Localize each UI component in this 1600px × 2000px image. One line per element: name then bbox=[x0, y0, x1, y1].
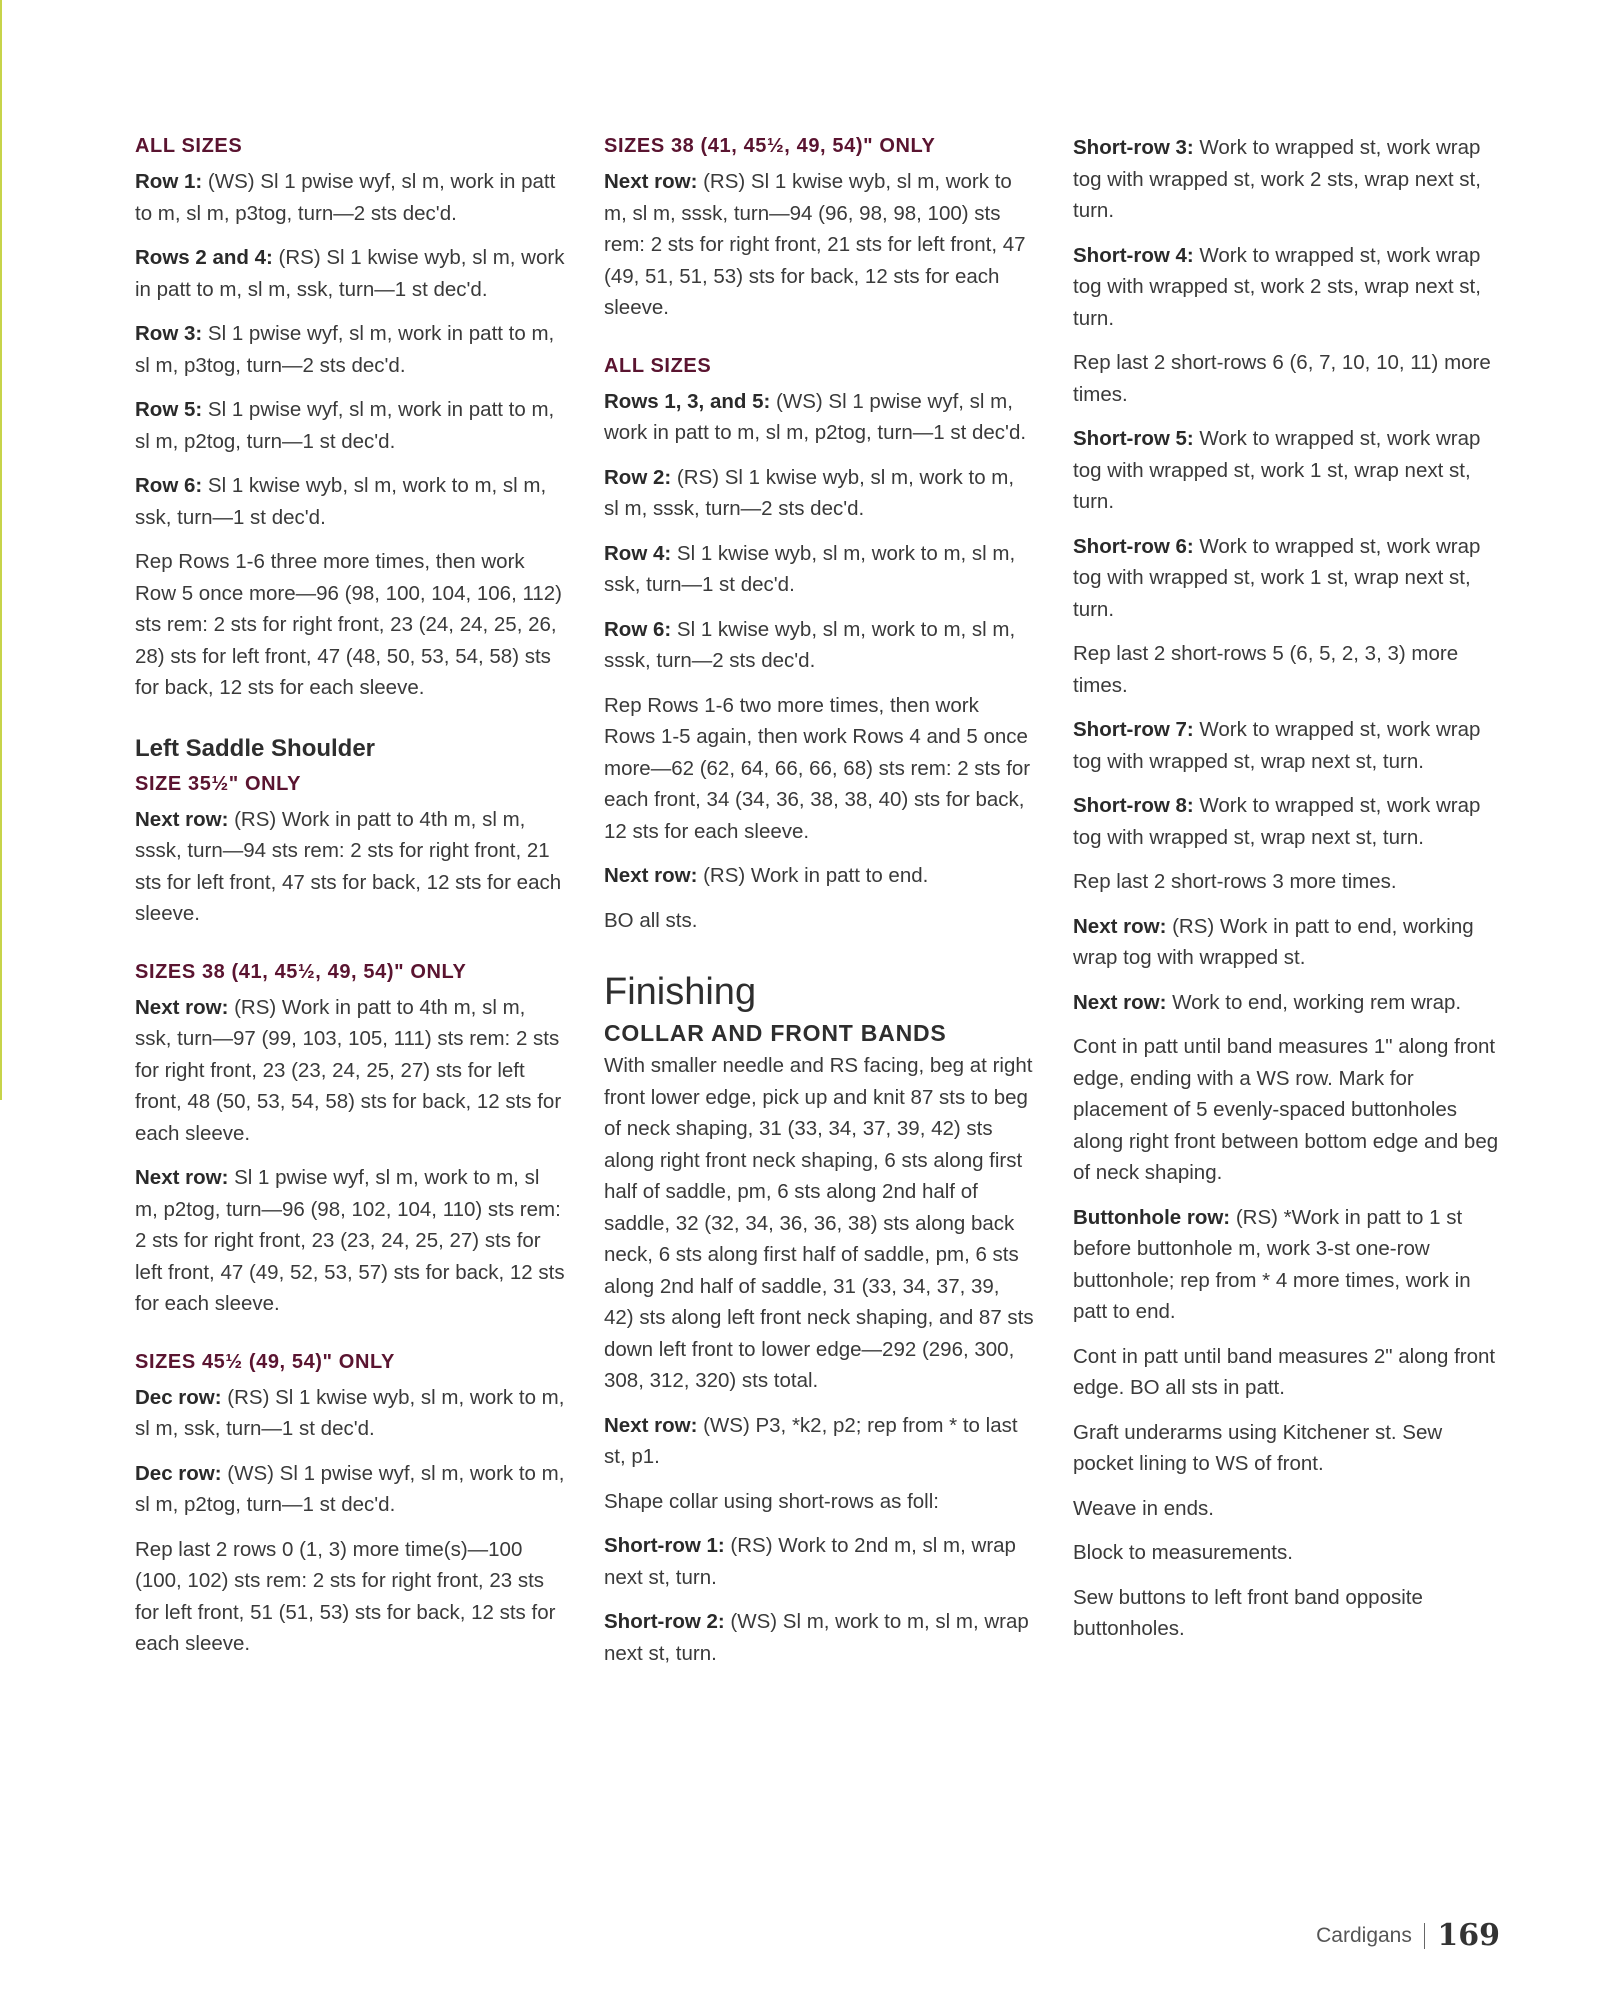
instruction-next-row-rem-wrap: Next row: Work to end, working rem wrap. bbox=[1073, 990, 1462, 1014]
instruction-rows-1-3-5: Rows 1, 3, and 5: (WS) Sl 1 pwise wyf, sl m, work in patt to m, sl m, p2tog, turn—1 st dec'd. bbox=[604, 389, 1027, 444]
page-edge-accent bbox=[0, 0, 2, 1100]
instruction-short-row-7: Short-row 7: Work to wrapped st, work wrap tog with wrapped st, wrap next st, turn. bbox=[1073, 718, 1481, 773]
section-heading-sizes-38: SIZES 38 (41, 45½, 49, 54)" ONLY bbox=[135, 960, 467, 983]
instruction-short-row-4: Short-row 4: Work to wrapped st, work wrap tog with wrapped st, work 2 sts, wrap next st, turn. bbox=[1073, 243, 1481, 330]
instruction-short-row-1: Short-row 1: (RS) Work to 2nd m, sl m, wrap next st, turn. bbox=[604, 1534, 1016, 1589]
instruction-block: Block to measurements. bbox=[1073, 1541, 1293, 1564]
instruction-rows-2-4: Rows 2 and 4: (RS) Sl 1 kwise wyb, sl m, work in patt to m, sl m, ssk, turn—1 st dec'd. bbox=[135, 246, 565, 301]
instruction-row-3: Row 3: Sl 1 pwise wyf, sl m, work in patt to m, sl m, p3tog, turn—2 sts dec'd. bbox=[135, 322, 555, 377]
instruction-size-35-next-row: Next row: (RS) Work in patt to 4th m, sl m, sssk, turn—94 sts rem: 2 sts for right front, 21 sts for left front, 47 sts for back, 12 sts for each sleeve. bbox=[135, 807, 562, 925]
page-footer bbox=[1316, 1918, 1500, 1953]
column-3 bbox=[1073, 132, 1503, 1658]
instruction-row-5: Row 5: Sl 1 pwise wyf, sl m, work in patt to m, sl m, p2tog, turn—1 st dec'd. bbox=[135, 398, 555, 453]
column-2 bbox=[604, 132, 1034, 1682]
instruction-short-row-2: Short-row 2: (WS) Sl m, work to m, sl m, wrap next st, turn. bbox=[604, 1610, 1029, 1665]
instruction-short-row-5: Short-row 5: Work to wrapped st, work wrap tog with wrapped st, work 1 st, wrap next st, turn. bbox=[1073, 427, 1481, 513]
instruction-cont-1-inch: Cont in patt until band measures 1" along front edge, ending with a WS row. Mark for placement of 5 evenly-spaced buttonholes along right front between bottom edge and beg of neck shaping. bbox=[1073, 1035, 1499, 1184]
instruction-sizes-38-next-row-a: Next row: (RS) Work in patt to 4th m, sl m, ssk, turn—97 (99, 103, 105, 111) sts rem: 2 sts for right front, 23 (23, 24, 25, 27) sts for left front, 48 (50, 53, 54, 58) sts for back, 12 sts for each sleeve. bbox=[135, 995, 562, 1145]
instruction-row-6: Row 6: Sl 1 kwise wyb, sl m, work to m, sl m, sssk, turn—2 sts dec'd. bbox=[604, 617, 1016, 672]
instruction-row-6: Row 6: Sl 1 kwise wyb, sl m, work to m, sl m, ssk, turn—1 st dec'd. bbox=[135, 474, 547, 529]
instruction-row-2: Row 2: (RS) Sl 1 kwise wyb, sl m, work to m, sl m, sssk, turn—2 sts dec'd. bbox=[604, 465, 1015, 520]
instruction-next-row-sssk: Next row: (RS) Sl 1 kwise wyb, sl m, work to m, sl m, sssk, turn—94 (96, 98, 98, 100) sts rem: 2 sts for right front, 21 sts for left front, 47 (49, 51, 51, 53) sts for back, 12 sts for each sleeve. bbox=[604, 170, 1026, 319]
instruction-weave-ends: Weave in ends. bbox=[1073, 1496, 1214, 1520]
footer-divider bbox=[1424, 1923, 1426, 1949]
page-number: 169 bbox=[1437, 1918, 1500, 1953]
instruction-row-4: Row 4: Sl 1 kwise wyb, sl m, work to m, sl m, ssk, turn—1 st dec'd. bbox=[604, 541, 1016, 596]
instruction-repeat-last-2-rows: Rep last 2 rows 0 (1, 3) more time(s)—100 (100, 102) sts rem: 2 sts for right front, 23 sts for left front, 51 (51, 53) sts for back, 12 sts for each sleeve. bbox=[135, 1537, 556, 1655]
instruction-repeat-short-rows-a: Rep last 2 short-rows 6 (6, 7, 10, 10, 11) more times. bbox=[1073, 351, 1491, 406]
instruction-next-row-ribbing: Next row: (WS) P3, *k2, p2; rep from * to last st, p1. bbox=[604, 1413, 1018, 1468]
instruction-repeat: Rep Rows 1-6 three more times, then work Row 5 once more—96 (98, 100, 104, 106, 112) sts rem: 2 sts for right front, 23 (24, 24, 25, 26, 28) sts for left front, 47 (48, 50, 53, 54, 58) sts for back, 12 sts for each sleeve. bbox=[135, 550, 562, 699]
instruction-sizes-38-next-row-b: Next row: Sl 1 pwise wyf, sl m, work to m, sl m, p2tog, turn—96 (98, 102, 104, 110) sts rem: 2 sts for right front, 23 (23, 24, 25, 27) sts for left front, 47 (49, 52, 53, 57) sts for back, 12 sts for each sleeve. bbox=[135, 1166, 565, 1315]
instruction-buttonhole-row: Buttonhole row: (RS) *Work in patt to 1 st before buttonhole m, work 3-st one-row buttonhole; rep from * 4 more times, work in patt to end. bbox=[1073, 1205, 1471, 1323]
instruction-row-1: Row 1: (WS) Sl 1 pwise wyf, sl m, work in patt to m, sl m, p3tog, turn—2 sts dec'd. bbox=[135, 170, 556, 225]
instruction-graft-underarms: Graft underarms using Kitchener st. Sew pocket lining to WS of front. bbox=[1073, 1420, 1443, 1475]
instruction-dec-row-ws: Dec row: (WS) Sl 1 pwise wyf, sl m, work to m, sl m, p2tog, turn—1 st dec'd. bbox=[135, 1461, 565, 1516]
subsection-title-left-saddle-shoulder: Left Saddle Shoulder bbox=[135, 734, 376, 762]
instruction-short-row-3: Short-row 3: Work to wrapped st, work wrap tog with wrapped st, work 2 sts, wrap next st, turn. bbox=[1073, 136, 1481, 222]
section-heading-sizes-38: SIZES 38 (41, 45½, 49, 54)" ONLY bbox=[604, 135, 936, 157]
instruction-shape-collar: Shape collar using short-rows as foll: bbox=[604, 1489, 939, 1513]
instruction-next-row-wrap-tog: Next row: (RS) Work in patt to end, working wrap tog with wrapped st. bbox=[1073, 914, 1474, 969]
subsection-title-collar-front-bands: COLLAR AND FRONT BANDS bbox=[604, 1020, 947, 1046]
section-heading-size-35: SIZE 35½" ONLY bbox=[135, 772, 302, 795]
section-title-finishing: Finishing bbox=[604, 971, 757, 1013]
section-heading-all-sizes: ALL SIZES bbox=[135, 135, 243, 157]
instruction-repeat-short-rows-c: Rep last 2 short-rows 3 more times. bbox=[1073, 870, 1397, 893]
instruction-repeat-short-rows-b: Rep last 2 short-rows 5 (6, 5, 2, 3, 3) more times. bbox=[1073, 642, 1459, 697]
instruction-short-row-8: Short-row 8: Work to wrapped st, work wrap tog with wrapped st, wrap next st, turn. bbox=[1073, 794, 1481, 849]
section-heading-all-sizes: ALL SIZES bbox=[604, 354, 712, 377]
column-1 bbox=[135, 132, 565, 1673]
instruction-sew-buttons: Sew buttons to left front band opposite buttonholes. bbox=[1073, 1585, 1423, 1640]
instruction-repeat: Rep Rows 1-6 two more times, then work Rows 1-5 again, then work Rows 4 and 5 once more—62 (62, 64, 66, 66, 68) sts rem: 2 sts for each front, 34 (34, 36, 38, 38, 40) sts for back, 12 sts for each sleeve. bbox=[604, 693, 1031, 843]
instruction-collar-pickup: With smaller needle and RS facing, beg at right front lower edge, pick up and knit 87 sts to beg of neck shaping, 31 (33, 34, 37, 39, 42) sts along right front neck shaping, 6 sts along first half of saddle, pm, 6 sts along 2nd half of saddle, 32 (32, 34, 36, 36, 38) sts along back neck, 6 sts along first half of saddle, pm, 6 sts along 2nd half of saddle, 31 (33, 34, 37, 39, 42) sts along left front neck shaping, and 87 sts down left front to lower edge—292 (296, 300, 308, 312, 320) sts total. bbox=[604, 1054, 1034, 1392]
instruction-short-row-6: Short-row 6: Work to wrapped st, work wrap tog with wrapped st, work 1 st, wrap next st, turn. bbox=[1073, 534, 1481, 621]
footer-section-label: Cardigans bbox=[1316, 1923, 1412, 1947]
instruction-next-row-patt: Next row: (RS) Work in patt to end. bbox=[604, 864, 929, 887]
instruction-cont-2-inch: Cont in patt until band measures 2" along front edge. BO all sts in patt. bbox=[1073, 1344, 1496, 1399]
instruction-bind-off: BO all sts. bbox=[604, 908, 698, 932]
instruction-dec-row-rs: Dec row: (RS) Sl 1 kwise wyb, sl m, work to m, sl m, ssk, turn—1 st dec'd. bbox=[135, 1385, 565, 1440]
section-heading-sizes-45: SIZES 45½ (49, 54)" ONLY bbox=[135, 1350, 395, 1373]
